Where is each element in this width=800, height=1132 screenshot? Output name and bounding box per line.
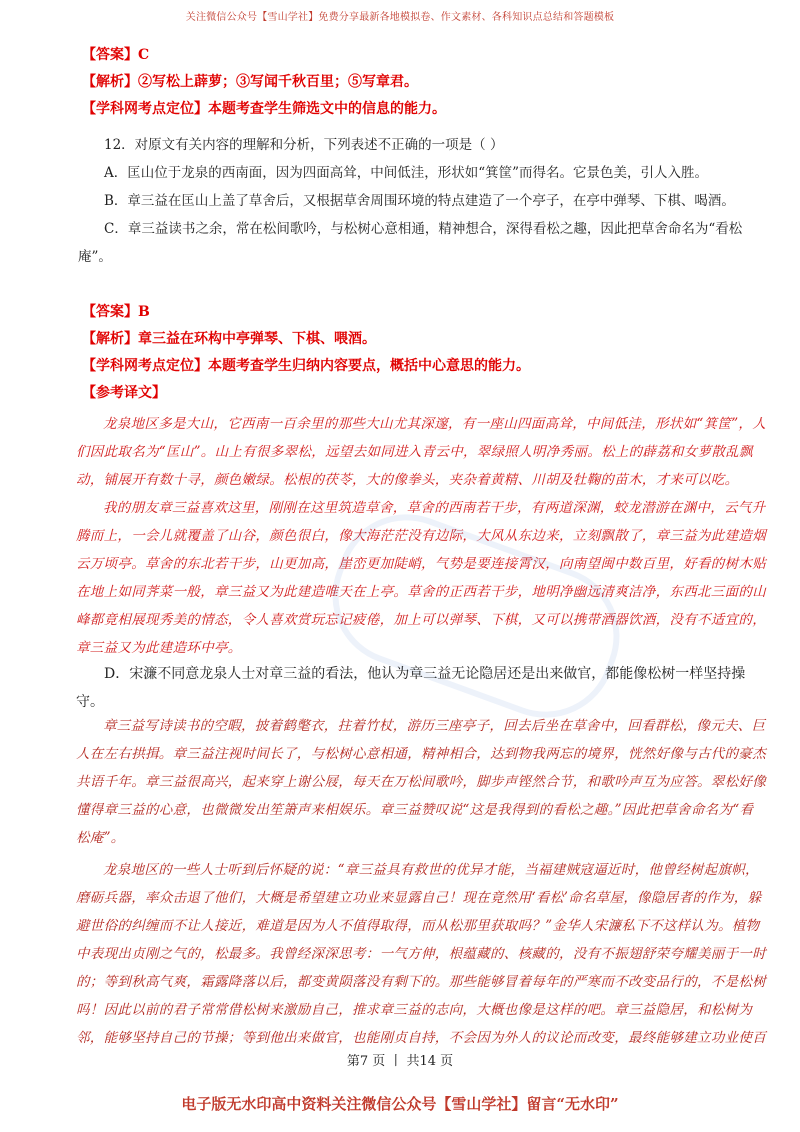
q12-option-c-tail: 庵”。 [78,249,112,265]
q12-stem: 12．对原文有关内容的理解和分析，下列表述不正确的一项是（ ） [104,137,504,153]
answer-value: B [138,304,150,320]
q12-analysis [82,326,762,353]
q12-point [82,353,762,380]
q12-block [104,131,764,159]
option-d-text: D．宋濂不同意龙泉人士对章三益的看法，他认为章三益无论隐居还是出来做官，都能像松树一样坚持操守。 [76,666,746,710]
page-number: 第7 页 丨 共14 页 [346,1054,454,1069]
header-note: 关注微信公众号【雪山学社】免费分享最新各地模拟卷、作文素材、各科知识点总结和答题模板 [185,12,615,23]
q12-option-c-cont [78,243,758,271]
analysis-tag: 【解析】 [82,331,138,347]
story-paragraph-1: 章三益写诗读书的空暇，披着鹤氅衣，拄着竹杖，游历三座亭子，回去后坐在草舍中，回看群松，像元夫、巨人在左右拱揖。章三益注视时间长了，与松树心意相通，精神相合，达到物我两忘的境界，恍然好像与古代的豪杰共语千年。章三益很高兴，起来穿上谢公屐，每天在万松间歌吟，脚步声铿然合节，和歌吟声互为应答。翠松好像懂得章三益的心意，也微微发出笙箫声来相娱乐。章三益赞叹说“这是我得到的看松之趣。”因此把草舍命名为“看松庵”。 [76,718,766,846]
q12-option-b: B．章三益在匡山上盖了草舍后，又根据草舍周围环境的特点建造了一个亭子，在亭中弹琴、下棋、喝酒。 [104,193,735,209]
q11-answer-block [82,42,762,123]
q11-analysis [82,69,762,96]
story-paragraph-2: 龙泉地区的一些人士听到后怀疑的说：“章三益具有救世的优异才能，当福建贼寇逼近时，他曾经树起旗帜，磨砺兵器，率众击退了他们，大概是希望建立功业来显露自己！现在竟然用‘看松’命名草屋，像隐居者的作为，躲避世俗的纠缠而不让人接近，难道是因为人不值得取得，而从松那里获取吗？”金华人宋濂私下不这样认为。植物中表现出贞刚之气的，松最多。我曾经深深思考：一气方伸，根蕴藏的、核藏的，没有不振翅舒荣夸耀美丽于一时的；等到秋高气爽，霜露降落以后，都变黄陨落没有剩下的。那些能够冒着每年的严寒而不改变品行的，不是松树吗！因此以前的君子常常借松树来激励自己，推求章三益的志向，大概也像是这样的吧。章三益隐居，和松树为邻，能够坚持自己的节操；等到他出来做官，也能刚贞自持，不会因为外人的议论而改变，最终能够建立功业使百 [76,862,766,1046]
answer-value: C [138,47,150,63]
q11-point [82,96,762,123]
analysis-text: ②写松上薜萝；③写闻千秋百里；⑤写章君。 [138,74,418,90]
q12-ref [82,380,762,407]
point-text: 本题考查学生归纳内容要点，概括中心意思的能力。 [208,358,530,374]
q12-answer [82,299,762,326]
point-text: 本题考查学生筛选文中的信息的能力。 [208,101,446,117]
q12-answer-block [82,299,762,407]
q12-option-a: A．匡山位于龙泉的西南面，因为四面高耸，中间低洼，形状如“箕筐”而得名。它景色美，引人入胜。 [104,165,709,181]
point-tag: 【学科网考点定位】 [82,358,208,374]
story-translation [76,712,766,1052]
ref-tag: 【参考译文】 [82,385,166,401]
analysis-text: 章三益在环构中亭弹琴、下棋、喂酒。 [138,331,376,347]
q12-option-c: C．章三益读书之余，常在松间歌吟，与松树心意相通，精神想合，深得看松之趣，因此把草舍命名为“看松 [104,221,743,237]
translation-paragraph-2: 我的朋友章三益喜欢这里，刚刚在这里筑造草舍，草舍的西南若干步，有两道深渊，蛟龙潜游在渊中，云气升腾而上，一会儿就覆盖了山谷，颜色很白，像大海茫茫没有边际，大风从东边来，立刻飘散了，章三益为此建造烟云万顷亭。草舍的东北若干步，山更加高，崖峦更加陡峭，气势是要连接霄汉，向南望闽中数百里，好看的树木贴在地上如同荠菜一般，章三益又为此建造唯天在上亭。草舍的正西若干步，地明净幽远清爽洁净，东西北三面的山峰都竟相展现秀美的情态，令人喜欢赏玩忘记疲倦，加上可以弹琴、下棋，又可以携带酒器饮酒，没有不适宜的，章三益又为此建造环中亭。 [76,500,766,656]
answer-tag: 【答案】 [82,304,138,320]
answer-tag: 【答案】 [82,47,138,63]
translation-paragraph-1: 龙泉地区多是大山，它西南一百余里的那些大山尤其深邃，有一座山四面高耸，中间低洼，形状如“箕筐”，人们因此取名为“匡山”。山上有很多翠松，远望去如同进入青云中，翠绿照人明净秀丽。松上的薜荔和女萝散乱飘动，铺展开有数十寻，颜色嫩绿。松根的茯苓，大的像拳头，夹杂着黄精、川胡及牡鞠的苗木，才来可以吃。 [76,416,767,488]
option-d [76,660,766,716]
q12-options [104,159,768,243]
point-tag: 【学科网考点定位】 [82,101,208,117]
footer-note: 电子版无水印高中资料关注微信公众号【雪山学社】留言“无水印” [181,1095,619,1113]
q11-answer [82,42,762,69]
analysis-tag: 【解析】 [82,74,138,90]
